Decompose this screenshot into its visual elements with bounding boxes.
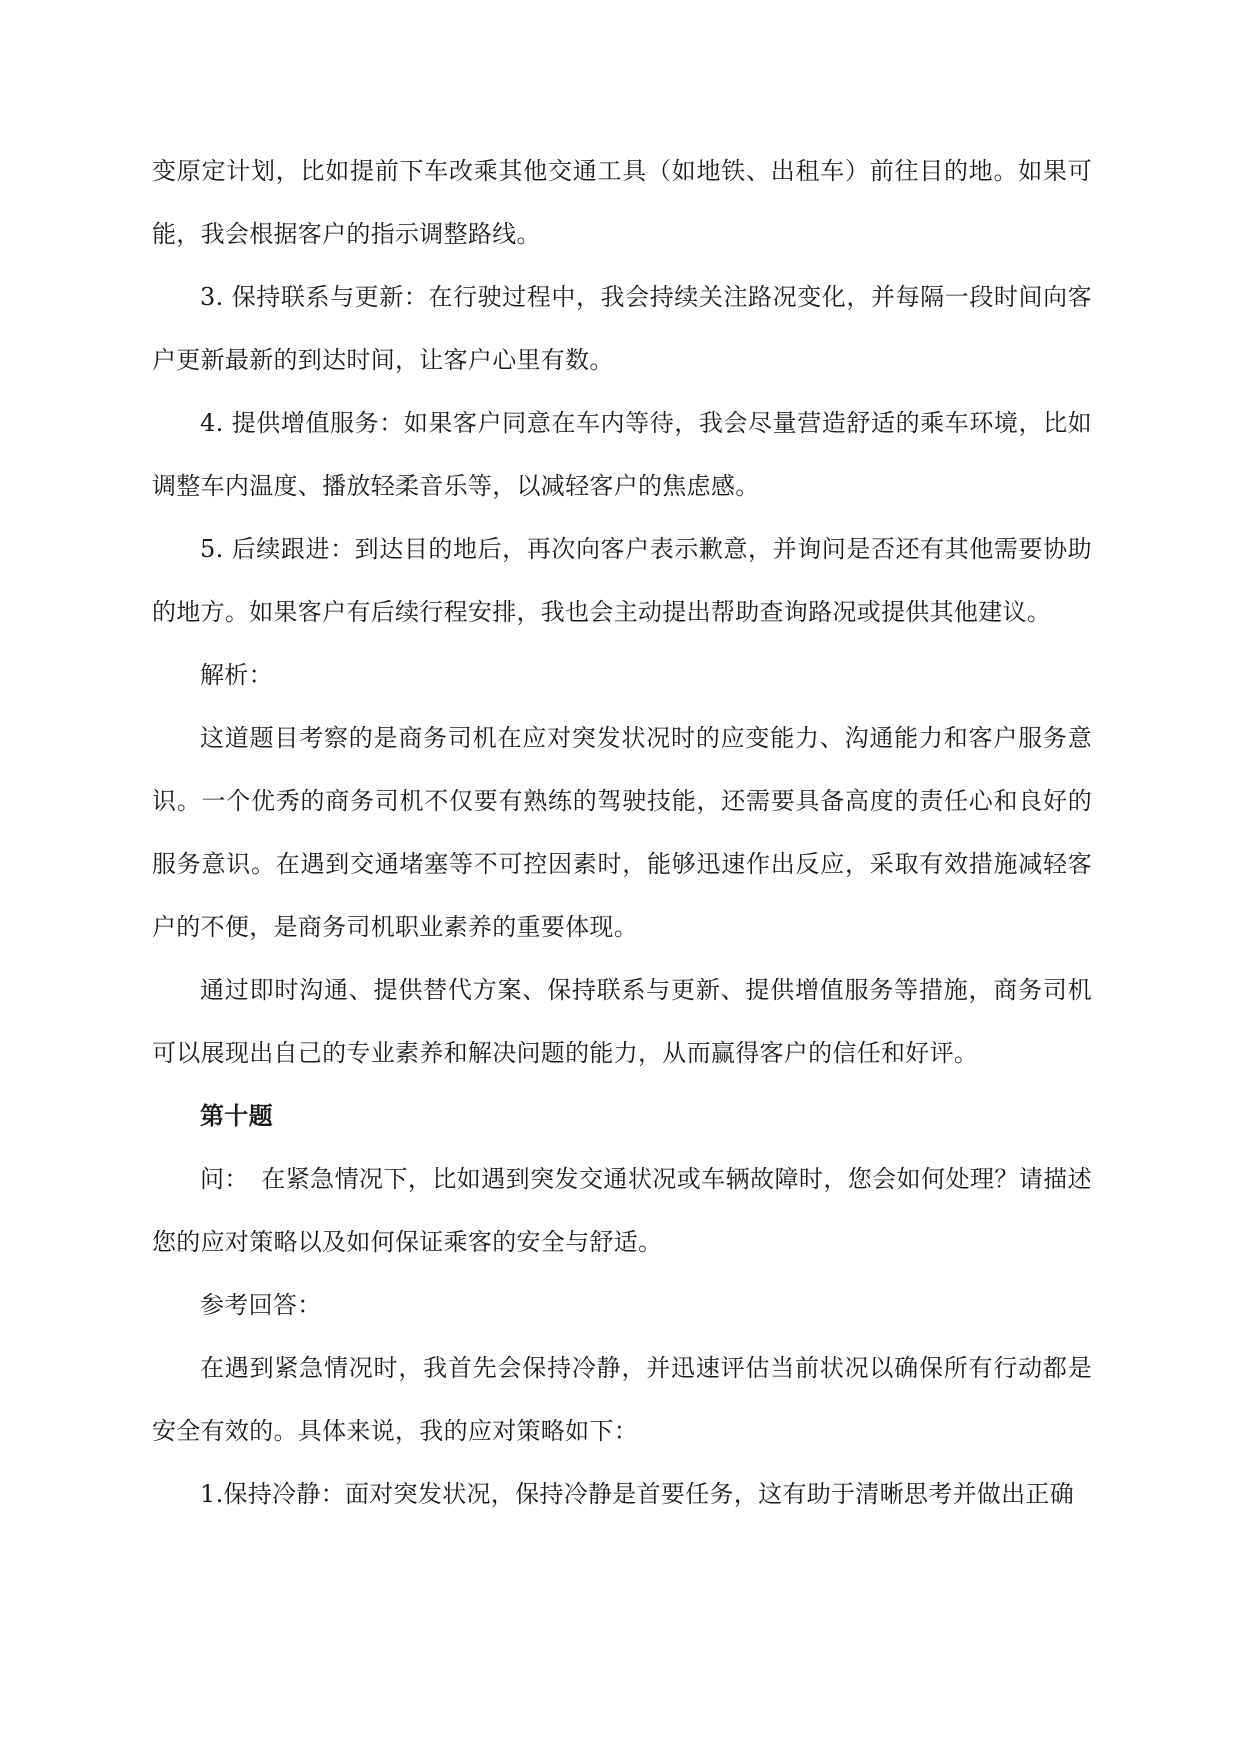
paragraph-continuation: 变原定计划，比如提前下车改乘其他交通工具（如地铁、出租车）前往目的地。如果可能，我会根据客户的指示调整路线。 bbox=[152, 157, 1092, 248]
analysis-label: 解析： bbox=[200, 661, 273, 689]
analysis-paragraph-2: 通过即时沟通、提供替代方案、保持联系与更新、提供增值服务等措施，商务司机可以展现出自己的专业素养和解决问题的能力，从而赢得客户的信任和好评。 bbox=[152, 976, 1092, 1067]
question-text: 问： 在紧急情况下，比如遇到突发交通状况或车辆故障时，您会如何处理？请描述您的应对策略以及如何保证乘客的安全与舒适。 bbox=[152, 1165, 1092, 1256]
document-body bbox=[152, 140, 1092, 1526]
answer-intro: 在遇到紧急情况时，我首先会保持冷静，并迅速评估当前状况以确保所有行动都是安全有效的。具体来说，我的应对策略如下： bbox=[152, 1354, 1092, 1445]
answer-item-1: 1.保持冷静：面对突发状况，保持冷静是首要任务，这有助于清晰思考并做出正确 bbox=[200, 1480, 1074, 1508]
paragraph-item-5: 5. 后续跟进：到达目的地后，再次向客户表示歉意，并询问是否还有其他需要协助的地方。如果客户有后续行程安排，我也会主动提出帮助查询路况或提供其他建议。 bbox=[152, 535, 1092, 626]
analysis-paragraph-1: 这道题目考察的是商务司机在应对突发状况时的应变能力、沟通能力和客户服务意识。一个优秀的商务司机不仅要有熟练的驾驶技能，还需要具备高度的责任心和良好的服务意识。在遇到交通堵塞等不可控因素时，能够迅速作出反应，采取有效措施减轻客户的不便，是商务司机职业素养的重要体现。 bbox=[152, 724, 1092, 941]
paragraph-item-4: 4. 提供增值服务：如果客户同意在车内等待，我会尽量营造舒适的乘车环境，比如调整车内温度、播放轻柔音乐等，以减轻客户的焦虑感。 bbox=[152, 409, 1092, 500]
paragraph-item-3: 3. 保持联系与更新：在行驶过程中，我会持续关注路况变化，并每隔一段时间向客户更新最新的到达时间，让客户心里有数。 bbox=[152, 283, 1092, 374]
question-heading: 第十题 bbox=[200, 1102, 273, 1130]
reference-answer-label: 参考回答： bbox=[200, 1291, 322, 1319]
